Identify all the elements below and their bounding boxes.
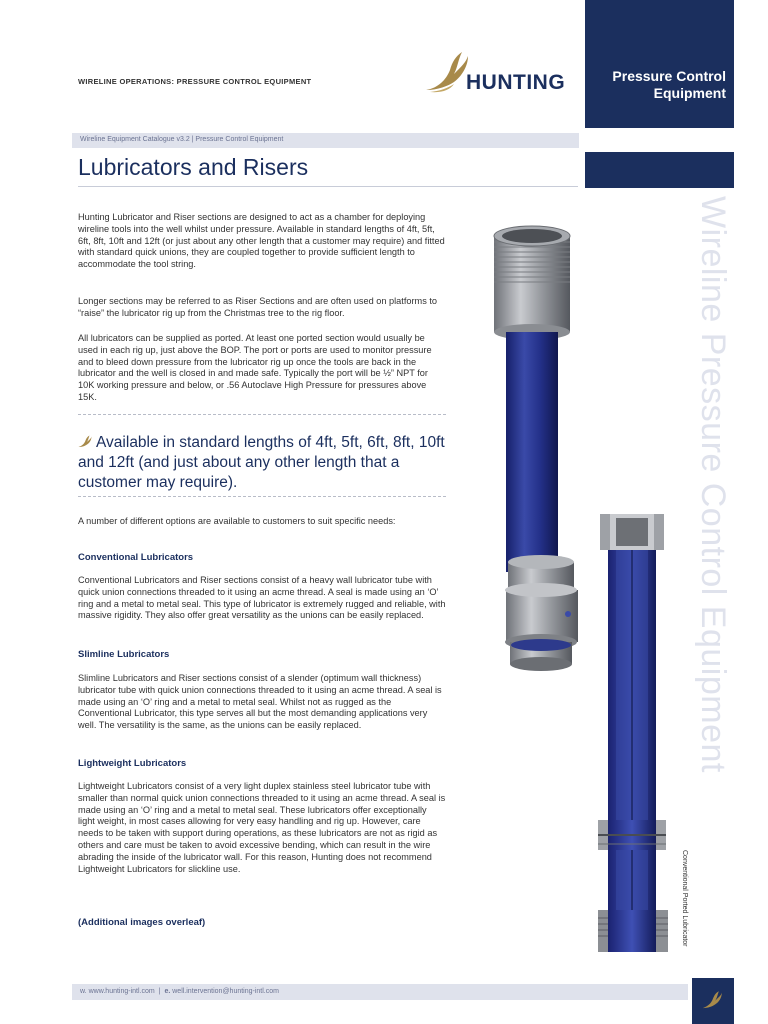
header-title-line-2: Equipment	[653, 85, 726, 101]
section-heading-slimline: Slimline Lubricators	[78, 649, 170, 660]
page-title: Lubricators and Risers	[78, 154, 309, 180]
section-heading-conventional: Conventional Lubricators	[78, 552, 194, 563]
vertical-title	[694, 196, 734, 773]
header-title-box	[585, 0, 734, 128]
footer-bird-icon	[702, 990, 724, 1010]
website-link[interactable]: www.hunting-intl.com	[88, 988, 155, 995]
section-body-slimline: Slimline Lubricators and Riser sections consist of a slender (optimum wall thickness) lubricator tube with quick union connections threaded to it using an acme thread. A seal is made using an ‘O’ ring and a metal to metal seal. Whilst not as rugged as the Conventional Lubricator, this type serves all but the most demanding applications very well. The versatility is the same, as the unions can be easily replaced.	[78, 673, 442, 731]
section-heading-lightweight: Lightweight Lubricators	[78, 758, 187, 769]
overleaf-note: (Additional images overleaf)	[78, 917, 206, 928]
lubricator-illustration	[488, 222, 588, 682]
right-accent-block	[585, 152, 734, 188]
footer-logo-box	[692, 978, 734, 1024]
intro-paragraph-2: Longer sections may be referred to as Riser Sections and are often used on platforms to “raise” the lubricator rig up from the Christmas tree to the rig floor.	[78, 296, 438, 318]
section-label: WIRELINE OPERATIONS: PRESSURE CONTROL EQUIPMENT	[78, 77, 312, 86]
intro-paragraph-1: Hunting Lubricator and Riser sections are designed to act as a chamber for deploying wireline tools into the well whilst under pressure. Available in standard lengths of 4ft, 5ft, 6ft, 8ft, 10ft and 12ft (or just about any other length that a customer may require) and fitted with standard quick unions, they are coupled together to provide sufficient length to accommodate the tool string.	[78, 212, 445, 270]
callout	[78, 433, 446, 493]
intro-paragraph-3: All lubricators can be supplied as ported. At least one ported section would usually be used in each rig up, just above the BOP. The port or ports are used to monitor pressure and to bleed down pressure from the lubricator rig up once the tools are back in the lubricator and the well is closed in and made safe. Typically the port will be ½” NPT for 10K working pressure and below, or .56 Autoclave High Pressure for pressures above 15K.	[78, 333, 432, 402]
hunting-bird-icon	[78, 435, 93, 448]
header-title-line-1: Pressure Control	[612, 68, 726, 84]
options-intro: A number of different options are available to customers to suit specific needs:	[78, 516, 396, 526]
lubricator-cutaway-illustration	[596, 514, 670, 954]
callout-text: Available in standard lengths of 4ft, 5ft, 6ft, 8ft, 10ft and 12ft (and just about any other length that a customer may require).	[78, 434, 445, 491]
email-label: e.	[164, 988, 171, 995]
section-body-lightweight: Lightweight Lubricators consist of a very light duplex stainless steel lubricator tube with smaller than normal quick union connections threaded to it using an acme thread. A seal is made using an ‘O’ ring and a metal to metal seal. These lubricators offer exceptionally light weight, in most cases allowing for very easy handling and rig up. However, care needs to be taken with support during operations, as these lubricators are not as rigid as others and care must be taken to avoid excessive bending, which can result in the wire abrading the inside of the lubricator wall. For this reason, Hunting does not recommend Lightweight Lubricators for slickline use.	[78, 781, 446, 874]
vertical-title-text: Wireline Pressure Control Equipment	[694, 196, 732, 773]
section-body-conventional: Conventional Lubricators and Riser sections consist of a heavy wall lubricator tube with quick union connections threaded to it using an acme thread. A seal is made using an ‘O’ ring and a metal to metal seal. This type of lubricator is extremely rugged and reliable, with massive rigidity. They also offer great versatility as the unions can be easily replaced.	[78, 575, 446, 621]
brand-name: HUNTING	[466, 71, 566, 94]
breadcrumb: Wireline Equipment Catalogue v3.2 | Pressure Control Equipment	[80, 136, 284, 143]
footer-separator: |	[158, 988, 161, 995]
web-label: w.	[80, 988, 87, 995]
footer-contact	[80, 988, 279, 995]
title-divider	[78, 186, 578, 187]
callout-divider-top	[78, 414, 446, 415]
email-link[interactable]: well.intervention@hunting-intl.com	[172, 988, 279, 995]
image-caption	[676, 850, 690, 945]
callout-divider-bottom	[78, 496, 446, 497]
header-title	[585, 68, 726, 102]
image-caption-text: Conventional Ported Lubricator	[681, 850, 688, 947]
